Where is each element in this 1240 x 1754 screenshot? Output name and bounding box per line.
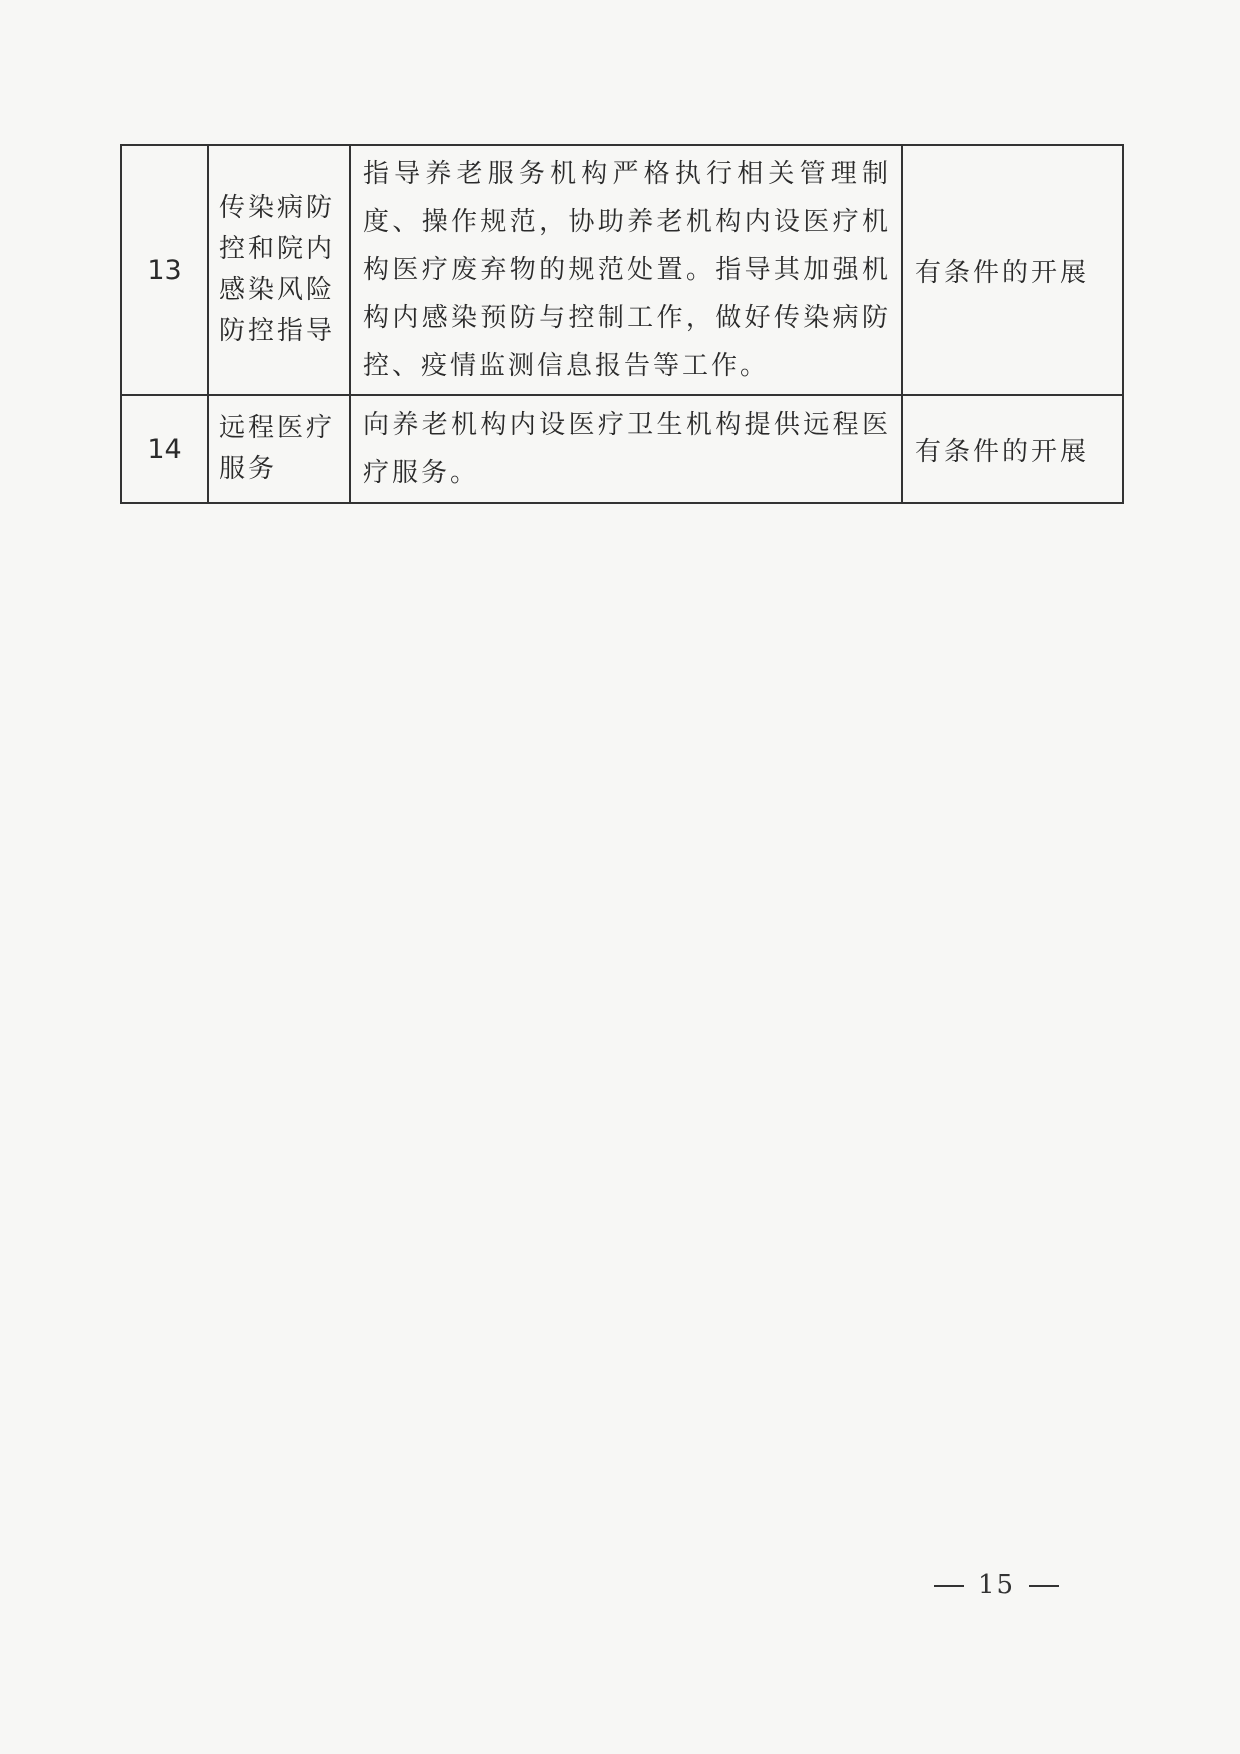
dash-left bbox=[934, 1585, 964, 1587]
table-row bbox=[121, 395, 1123, 503]
service-name: 远程医疗服务 bbox=[219, 413, 336, 484]
service-content-cell bbox=[350, 145, 902, 395]
service-content-cell bbox=[350, 395, 902, 503]
service-note: 有条件的开展 bbox=[915, 257, 1090, 288]
dash-right bbox=[1029, 1585, 1059, 1587]
service-note: 有条件的开展 bbox=[915, 436, 1090, 467]
service-note-cell bbox=[902, 395, 1123, 503]
service-name-cell bbox=[208, 145, 350, 395]
row-number: 14 bbox=[121, 395, 208, 503]
service-note-cell bbox=[902, 145, 1123, 395]
table-row bbox=[121, 145, 1123, 395]
service-table bbox=[120, 144, 1124, 504]
service-content: 向养老机构内设医疗卫生机构提供远程医疗服务。 bbox=[363, 410, 891, 488]
page-number-value: 15 bbox=[978, 1570, 1016, 1600]
service-content: 指导养老服务机构严格执行相关管理制度、操作规范，协助养老机构内设医疗机构医疗废弃物的规范处置。指导其加强机构内感染预防与控制工作，做好传染病防控、疫情监测信息报告等工作。 bbox=[363, 159, 891, 381]
service-name: 传染病防控和院内感染风险防控指导 bbox=[219, 193, 336, 346]
page-number bbox=[920, 1570, 1073, 1600]
service-name-cell bbox=[208, 395, 350, 503]
row-number: 13 bbox=[121, 145, 208, 395]
